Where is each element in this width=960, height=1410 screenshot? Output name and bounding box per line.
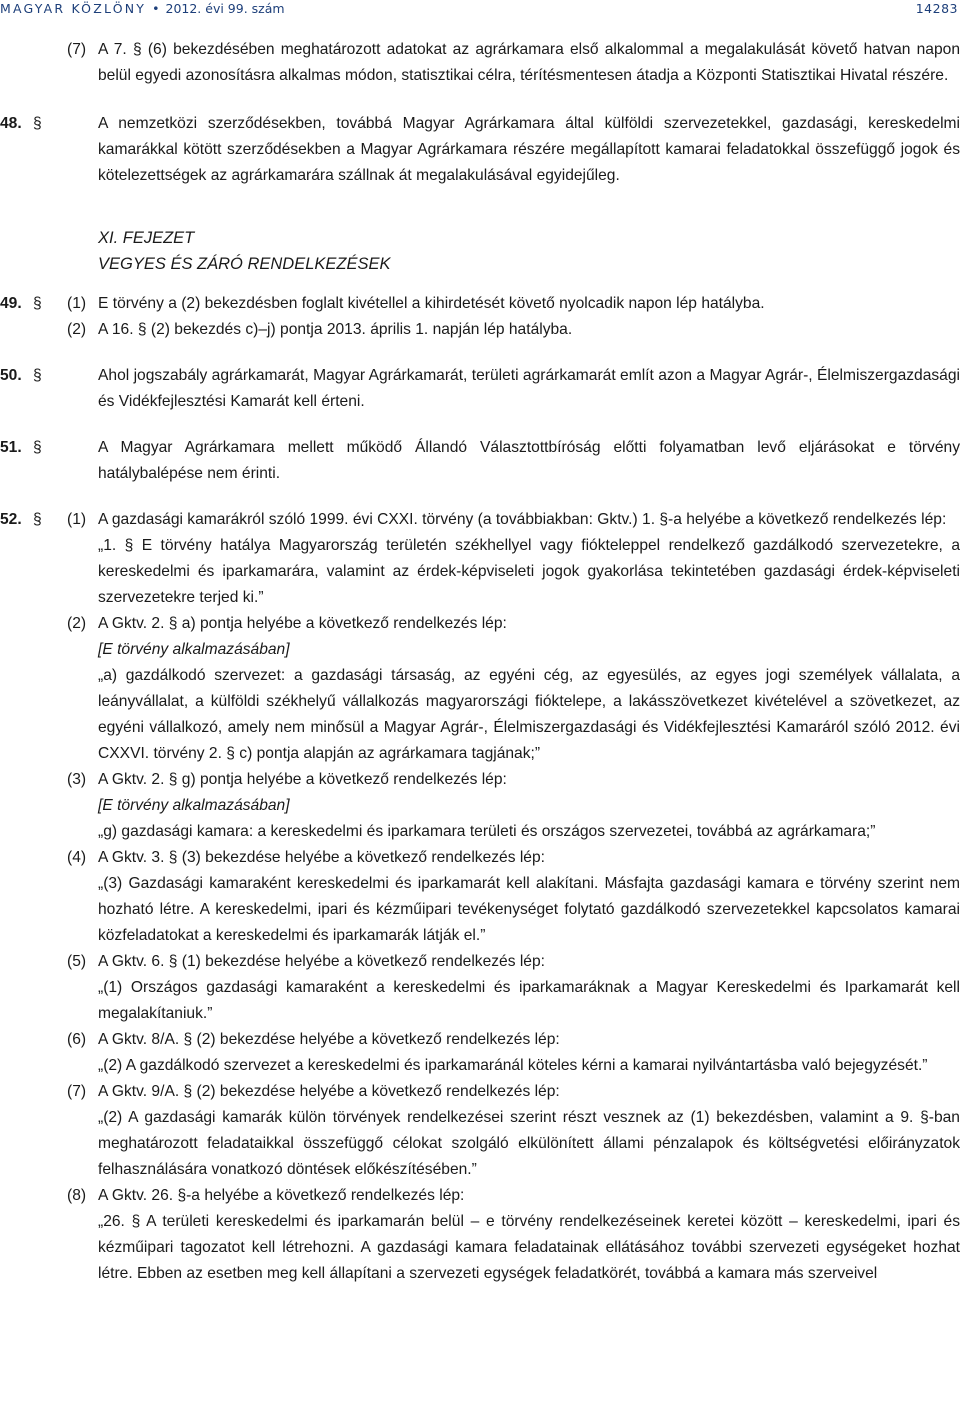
subsection-label: (8): [67, 1187, 87, 1204]
subsection-2: [67, 611, 960, 767]
page-number: 14283: [915, 1, 958, 16]
publication-name: MAGYAR KÖZLÖNY: [0, 1, 147, 16]
subsection-lead: A Gktv. 3. § (3) bekezdése helyébe a következő rendelkezés lép:: [98, 849, 545, 866]
subsection: [67, 317, 960, 343]
section-text: A Magyar Agrárkamara mellett működő Állandó Választottbíróság előtti folyamatban levő eljárásokat e törvény hatálybalépése nem érinti.: [98, 439, 960, 482]
amendment-quote: „1. § E törvény hatálya Magyarország területén székhellyel vagy fiókteleppel rendelkező gazdálkodó szervezetekre, a kereskedelmi és iparkamarára, valamint az érdek-képviseleti jogok gyakorlása tekintetében gazdasági érdek-képviseleti szervezetekre terjed ki.”: [98, 537, 960, 606]
chapter-title: VEGYES ÉS ZÁRÓ RENDELKEZÉSEK: [98, 255, 391, 273]
section-50: [0, 363, 960, 415]
subsection-label: (2): [67, 321, 87, 338]
subsection-label: (4): [67, 849, 87, 866]
section-49: [0, 291, 960, 343]
amendment-quote: „g) gazdasági kamara: a kereskedelmi és iparkamara területi és országos szervezetei, továbbá az agrárkamara;”: [98, 823, 876, 840]
amendment-quote: „26. § A területi kereskedelmi és iparkamarán belül – e törvény rendelkezéseinek keretei között – kereskedelmi, ipari és kézműipari tagozatot kell létrehozni. A gazdasági kamara feladatainak ellátásához további szervezeti egységeket hozhat létre. Ebben az esetben meg kell állapítani a szervezeti egységek feladatkörét, továbbá a kamara más szerveivel: [98, 1213, 960, 1282]
document-body: [0, 37, 960, 1287]
subsection-1: [67, 507, 960, 611]
amendment-quote: „(2) A gazdasági kamarák külön törvények rendelkezései szerint részt vesznek az (1) bekezdésben, valamint a 9. §-ban meghatározott feladataikkal összefüggő célokat szolgáló elkülönített állami pénzalapok és költségvetési előirányzatok felhasználására vonatkozó döntések előkészítésében.”: [98, 1109, 960, 1178]
subsection-label: (1): [67, 295, 87, 312]
amendment-quote: „a) gazdálkodó szervezet: a gazdasági társaság, az egyéni cég, az egyesülés, az egyes jogi személyek vállalata, a leányvállalat, a külföldi székhelyű vállalkozás magyarországi fióktelepe, a lakásszövetkezet kivételével a szövetkezet, az egyéni vállalkozó, amely nem minősül a Magyar Agrár-, Élelmiszergazdasági és Vidékfejlesztési Kamaráról szóló 2012. évi CXXVI. törvény 2. § c) pontja alapján az agrárkamara tagjának;”: [98, 667, 960, 762]
header-bullet: •: [152, 1, 160, 16]
subsection-label: (7): [67, 1083, 87, 1100]
section-sign: §: [33, 295, 42, 312]
section-text: Ahol jogszabály agrárkamarát, Magyar Agrárkamarát, területi agrárkamarát említ azon a Magyar Agrár-, Élelmiszergazdasági és Vidékfejlesztési Kamarát kell érteni.: [98, 367, 960, 410]
section-text: A nemzetközi szerződésekben, továbbá Magyar Agrárkamara által külföldi szervezetekkel, gazdasági, kereskedelmi kamarákkal kötött szerződésekben a Magyar Agrárkamara részére megállapított kamarai feladatokkal összefüggő jogok és kötelezettségek az agrárkamarára szállnak át megalakulásával egyidejűleg.: [98, 115, 960, 184]
subsection-lead: A Gktv. 26. §-a helyébe a következő rendelkezés lép:: [98, 1187, 465, 1204]
section-number: 48.: [0, 115, 22, 132]
header-left: [0, 1, 285, 16]
chapter-heading: [0, 225, 960, 277]
amendment-quote: „(2) A gazdálkodó szervezet a kereskedelmi és iparkamaránál köteles kérni a kamarai nyilvántartásba való bejegyzését.”: [98, 1057, 928, 1074]
intro-paragraph: [0, 37, 960, 89]
subsection-label: (5): [67, 953, 87, 970]
section-sign: §: [33, 115, 42, 132]
subsection-5: [67, 949, 960, 1027]
section-number: 49.: [0, 295, 22, 312]
context-note: [E törvény alkalmazásában]: [98, 797, 290, 814]
context-note: [E törvény alkalmazásában]: [98, 641, 290, 658]
section-sign: §: [33, 367, 42, 384]
subsection-lead: A Gktv. 8/A. § (2) bekezdése helyébe a következő rendelkezés lép:: [98, 1031, 560, 1048]
subsection-label: (1): [67, 511, 87, 528]
subsection-7: [67, 1079, 960, 1183]
subsection-3: [67, 767, 960, 845]
paragraph-text: A 7. § (6) bekezdésében meghatározott adatokat az agrárkamara első alkalommal a megalakulását követő hatvan napon belül egyedi azonosításra alkalmas módon, statisztikai célra, térítésmentesen átadja a Központi Statisztikai Hivatal részére.: [98, 41, 960, 84]
subsection: [67, 291, 960, 317]
subsection-label: (6): [67, 1031, 87, 1048]
section-48: [0, 111, 960, 189]
subsection-lead: A Gktv. 2. § a) pontja helyébe a következő rendelkezés lép:: [98, 615, 507, 632]
amendment-quote: „(1) Országos gazdasági kamaraként a kereskedelmi és iparkamaráknak a Magyar Kereskedelmi és Iparkamarát kell megalakítaniuk.”: [98, 979, 960, 1022]
chapter-number: XI. FEJEZET: [98, 229, 195, 247]
section-number: 50.: [0, 367, 22, 384]
section-51: [0, 435, 960, 487]
section-number: 51.: [0, 439, 22, 456]
subsection-lead: A Gktv. 6. § (1) bekezdése helyébe a következő rendelkezés lép:: [98, 953, 545, 970]
subsection-text: A 16. § (2) bekezdés c)–j) pontja 2013. április 1. napján lép hatályba.: [98, 321, 573, 338]
issue-info: 2012. évi 99. szám: [165, 1, 285, 16]
section-sign: §: [33, 439, 42, 456]
amendment-quote: „(3) Gazdasági kamaraként kereskedelmi és iparkamarát kell alakítani. Másfajta gazdasági kamara e törvény szerint nem hozható létre. A kereskedelmi, ipari és kézműipari tevékenységet folytató gazdálkodó szervezetekkel kapcsolatos kamarai közfeladatokat a kereskedelmi és iparkamarák látják el.”: [98, 875, 960, 944]
subsection-label: (3): [67, 771, 87, 788]
subsection-lead: A Gktv. 2. § g) pontja helyébe a következő rendelkezés lép:: [98, 771, 507, 788]
section-52: [0, 507, 960, 1287]
subsection-8: [67, 1183, 960, 1287]
page-header: [0, 0, 960, 22]
section-sign: §: [33, 511, 42, 528]
subsection-label: (2): [67, 615, 87, 632]
section-number: 52.: [0, 511, 22, 528]
paragraph-label: (7): [67, 41, 87, 58]
subsection-4: [67, 845, 960, 949]
subsection-lead: A Gktv. 9/A. § (2) bekezdése helyébe a következő rendelkezés lép:: [98, 1083, 560, 1100]
subsection-lead: A gazdasági kamarákról szóló 1999. évi CXXI. törvény (a továbbiakban: Gktv.) 1. §-a helyébe a következő rendelkezés lép:: [98, 511, 947, 528]
subsection-text: E törvény a (2) bekezdésben foglalt kivétellel a kihirdetését követő nyolcadik napon lép hatályba.: [98, 295, 765, 312]
subsection-6: [67, 1027, 960, 1079]
